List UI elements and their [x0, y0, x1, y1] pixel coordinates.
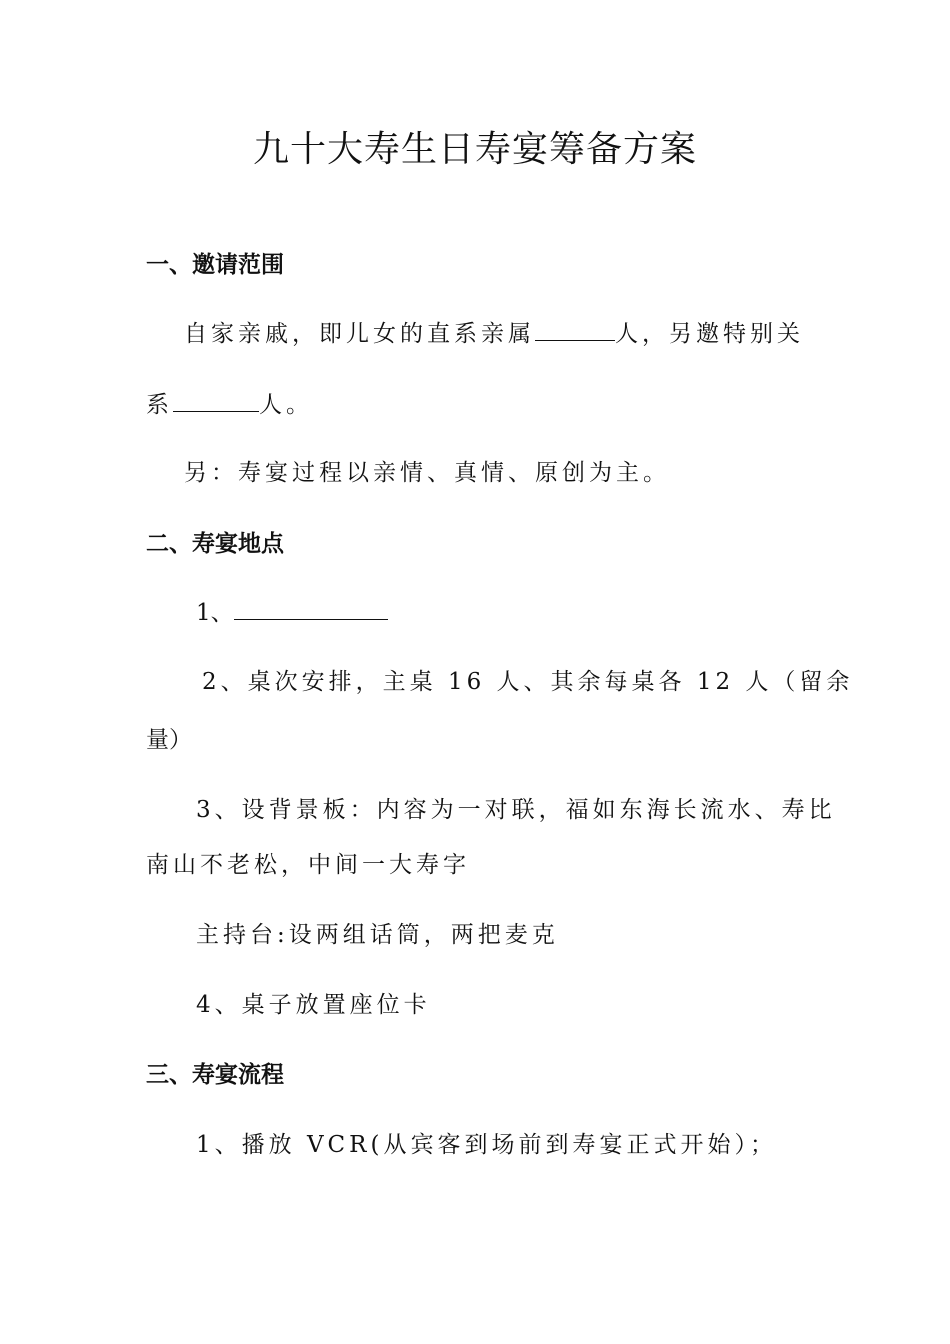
page-title: 九十大寿生日寿宴筹备方案: [252, 129, 697, 170]
paragraph-text: 系: [146, 392, 173, 418]
list-item-backdrop-line1: 3、设背景板：内容为一对联，福如东海长流水、寿比: [196, 797, 836, 823]
fill-blank-relatives-count: [535, 320, 615, 341]
fill-blank-venue: [234, 599, 388, 620]
list-item-table-arrangement-line2: 量）: [146, 727, 192, 753]
fill-blank-special-guests-count: [173, 391, 259, 412]
paragraph-host-stage: 主持台:设两组话筒，两把麦克: [196, 922, 559, 948]
paragraph-text: 人，另邀特别关: [615, 321, 804, 347]
paragraph-text: 自家亲戚，即儿女的直系亲属: [184, 321, 535, 347]
list-item-play-vcr: 1、播放 VCR(从宾客到场前到寿宴正式开始）；: [196, 1132, 777, 1158]
section-heading-venue: 二、寿宴地点: [146, 531, 284, 557]
paragraph-relatives-line2: [146, 390, 313, 420]
section-heading-invite-scope: 一、邀请范围: [146, 252, 284, 278]
list-item-text: 1、: [196, 600, 234, 626]
list-item-table-arrangement-line1: 2、桌次安排，主桌 16 人、其余每桌各 12 人（留余: [202, 669, 854, 695]
paragraph-relatives-line1: [184, 319, 804, 349]
list-item-backdrop-line2: 南山不老松，中间一大寿字: [146, 852, 470, 878]
paragraph-note: 另：寿宴过程以亲情、真情、原创为主。: [184, 460, 670, 486]
section-heading-process: 三、寿宴流程: [146, 1062, 284, 1088]
list-item-seat-cards: 4、桌子放置座位卡: [196, 992, 431, 1018]
list-item-venue-1: [196, 598, 388, 628]
paragraph-text: 人。: [259, 392, 313, 418]
